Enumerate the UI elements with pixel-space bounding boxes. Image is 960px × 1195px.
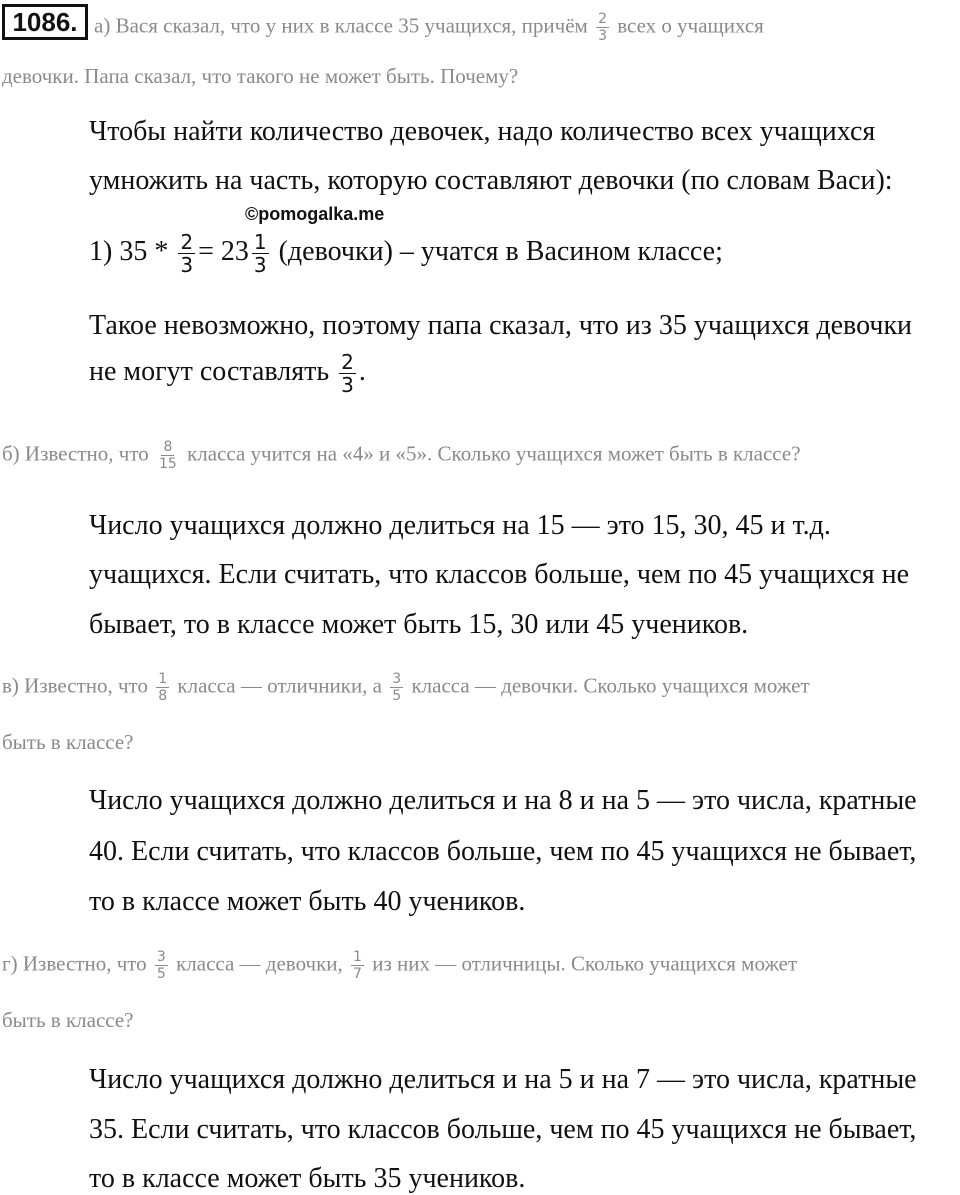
answer-d-line-1: Число учащихся должно делиться и на 5 и на 7 — это числа, кратные bbox=[89, 1064, 917, 1095]
answer-a-line-1: Чтобы найти количество девочек, надо количество всех учащихся bbox=[89, 116, 876, 147]
answer-a-line-5 bbox=[89, 352, 959, 395]
answer-a-calculation bbox=[89, 232, 959, 275]
answer-a-line-2: умножить на часть, которую составляют девочки (по словам Васи): bbox=[89, 165, 893, 196]
fraction: $\frac{3}{5}$ bbox=[392, 671, 402, 704]
question-a-suffix: всех о учащихся bbox=[617, 13, 764, 38]
question-a-line-1 bbox=[94, 12, 960, 43]
question-c-line-1 bbox=[2, 672, 952, 703]
calc-suffix: (девочки) – учатся в Васином классе; bbox=[278, 235, 723, 267]
fraction: $\frac{1}{7}$ bbox=[353, 949, 362, 982]
calc-prefix: 1) 35 * bbox=[89, 235, 169, 267]
answer-a-line-5-prefix: не могут составлять bbox=[89, 355, 330, 387]
fraction: $\frac{2}{3}$ bbox=[180, 230, 194, 277]
answer-b-line-2: учащихся. Если считать, что классов больше, чем по 45 учащихся не bbox=[89, 559, 910, 590]
question-d-line-1 bbox=[2, 950, 952, 981]
question-d-prefix: г) Известно, что bbox=[2, 951, 147, 976]
question-d-suffix: из них — отличницы. Сколько учащихся может bbox=[372, 951, 798, 976]
answer-d-line-3: то в классе может быть 35 учеников. bbox=[89, 1163, 526, 1194]
answer-b-line-3: бывает, то в классе может быть 15, 30 или 45 учеников. bbox=[89, 609, 749, 640]
question-b-suffix: класса учится на «4» и «5». Сколько учащихся может быть в классе? bbox=[187, 441, 801, 466]
answer-c-line-1: Число учащихся должно делиться и на 8 и на 5 — это числа, кратные bbox=[89, 785, 917, 816]
fraction: $\frac{1}{8}$ bbox=[158, 671, 168, 704]
answer-a-line-5-suffix: . bbox=[358, 355, 366, 387]
question-c-line-2: быть в классе? bbox=[2, 730, 134, 754]
answer-b-line-1: Число учащихся должно делиться на 15 — это 15, 30, 45 и т.д. bbox=[89, 510, 831, 541]
fraction: $\frac{1}{3}$ bbox=[253, 230, 267, 277]
question-b-prefix: б) Известно, что bbox=[2, 441, 149, 466]
answer-c-line-2: 40. Если считать, что классов больше, чем по 45 учащихся не бывает, bbox=[89, 836, 917, 867]
question-c-suffix: класса — девочки. Сколько учащихся может bbox=[411, 673, 810, 698]
fraction: $\frac{2}{3}$ bbox=[598, 11, 607, 44]
question-a-prefix: а) Вася сказал, что у них в классе 35 учащихся, причём bbox=[94, 13, 588, 38]
question-d-line-2: быть в классе? bbox=[2, 1008, 134, 1032]
calc-mid: = 23 bbox=[198, 235, 249, 267]
answer-a-line-4: Такое невозможно, поэтому папа сказал, что из 35 учащихся девочки bbox=[89, 310, 913, 341]
answer-c-line-3: то в классе может быть 40 учеников. bbox=[89, 886, 526, 917]
fraction: $\frac{8}{15}$ bbox=[158, 439, 177, 472]
problem-number: 1086. bbox=[2, 4, 88, 40]
fraction: $\frac{2}{3}$ bbox=[341, 350, 354, 397]
question-d-mid: класса — девочки, bbox=[176, 951, 343, 976]
question-a-line-2: девочки. Папа сказал, что такого не может быть. Почему? bbox=[2, 64, 519, 88]
fraction: $\frac{3}{5}$ bbox=[156, 949, 166, 982]
question-c-mid: класса — отличники, а bbox=[177, 673, 383, 698]
watermark: ©pomogalka.me bbox=[245, 204, 385, 224]
question-c-prefix: в) Известно, что bbox=[2, 673, 148, 698]
answer-d-line-2: 35. Если считать, что классов больше, чем по 45 учащихся не бывает, bbox=[89, 1114, 917, 1145]
question-b bbox=[2, 440, 952, 471]
